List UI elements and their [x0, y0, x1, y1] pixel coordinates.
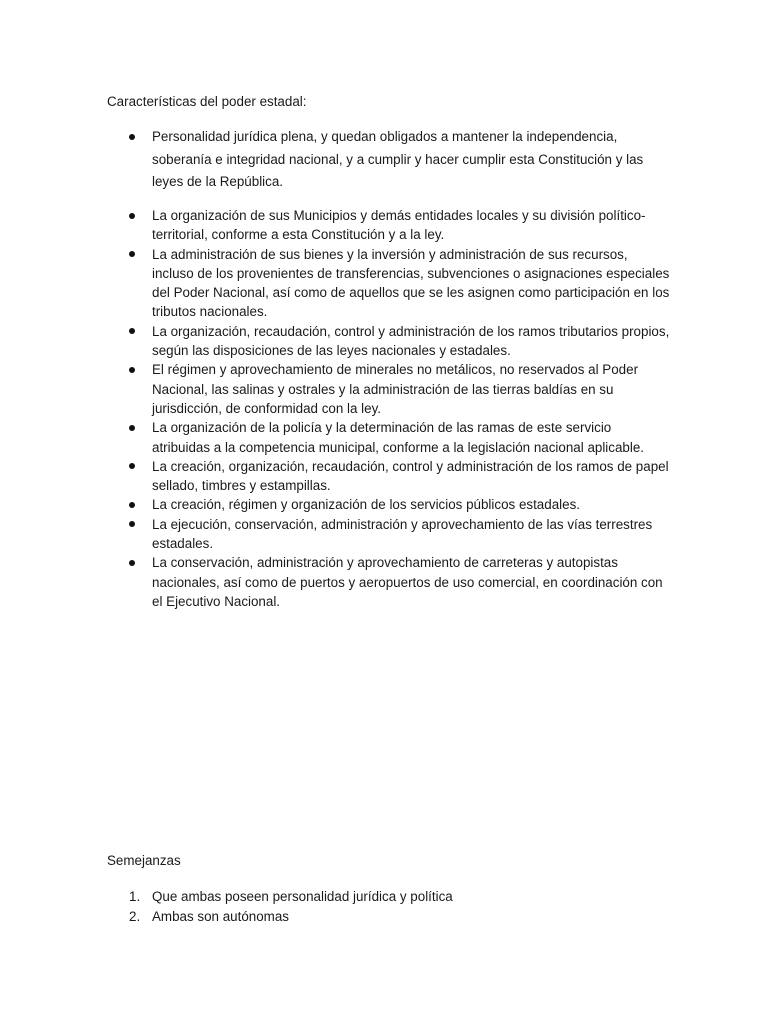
list-item-text: La ejecución, conservación, administración y aprovechamiento de las vías terrestres estadales. [152, 516, 653, 552]
list-item [152, 126, 672, 194]
bullet-icon [129, 463, 135, 469]
bullet-icon [129, 328, 135, 334]
list-item-text: Personalidad jurídica plena, y quedan obligados a mantener la independencia, soberanía e integridad nacional, y a cumplir y hacer cumplir esta Constitución y las leyes de la República. [152, 129, 644, 189]
bullet-list-first [152, 126, 672, 194]
list-item-text: La creación, régimen y organización de los servicios públicos estadales. [152, 497, 580, 513]
list-item-text: La creación, organización, recaudación, control y administración de los ramos de papel sellado, timbres y estampillas. [152, 458, 669, 494]
list-number: 1. [129, 889, 141, 904]
list-item [129, 907, 652, 927]
list-item-text: La organización de la policía y la determinación de las ramas de este servicio atribuidas a la competencia municipal, conforme a la legislación nacional aplicable. [152, 420, 645, 455]
bullet-icon [129, 425, 135, 431]
list-item [152, 495, 672, 514]
bullet-list [152, 206, 672, 611]
bullet-icon [129, 502, 135, 508]
list-item [152, 360, 672, 418]
bullet-icon [129, 367, 135, 373]
list-item-text: El régimen y aprovechamiento de minerales no metálicos, no reservados al Poder Nacional, las salinas y ostrales y la administración de las tierras baldías en su jurisdicción, de conformidad con la ley. [152, 362, 639, 416]
bullet-icon [129, 213, 135, 219]
section-heading-semejanzas: Semejanzas [107, 853, 181, 868]
list-item [152, 553, 672, 611]
numbered-list [129, 887, 652, 927]
list-item [152, 322, 672, 361]
list-item-text: La conservación, administración y aprovechamiento de carreteras y autopistas nacionales, así como de puertos y aeropuertos de uso comercial, en coordinación con el Ejecutivo Nacional. [152, 555, 663, 609]
list-item [152, 206, 672, 245]
list-item-text: La organización de sus Municipios y demás entidades locales y su división político-territorial, conforme a esta Constitución y a la ley. [152, 208, 646, 243]
bullet-icon [129, 560, 135, 566]
list-item-text: La organización, recaudación, control y administración de los ramos tributarios propios, según las disposiciones de las leyes nacionales y estadales. [152, 323, 670, 359]
list-item [152, 457, 672, 496]
list-item [152, 245, 672, 322]
list-item-text: Que ambas poseen personalidad jurídica y política [152, 889, 453, 904]
list-item [152, 515, 672, 554]
list-item-text: La administración de sus bienes y la inversión y administración de sus recursos, incluso de los provenientes de transferencias, subvenciones o asignaciones especiales del Poder Nacional, así como de aquellos que se les asignen como participación en los tributos nacionales. [152, 246, 670, 320]
list-item-text: Ambas son autónomas [152, 909, 289, 924]
list-item [152, 418, 672, 457]
list-number: 2. [129, 909, 141, 924]
bullet-icon [129, 251, 135, 257]
bullet-icon [129, 134, 135, 140]
bullet-icon [129, 521, 135, 527]
section-heading-caracteristicas: Características del poder estadal: [107, 94, 307, 109]
list-item [129, 887, 652, 907]
